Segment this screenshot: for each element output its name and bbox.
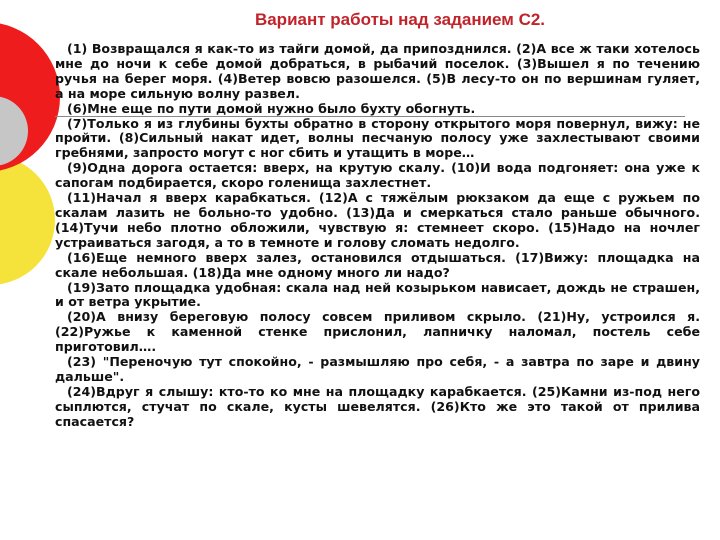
paragraph: (23) "Переночую тут спокойно, - размышляю про себя, - а завтра по заре и двину дальше". (55, 354, 700, 384)
paragraph: (6)Мне еще по пути домой нужно было бухту обогнуть. (67, 100, 476, 116)
paragraph: (1) Возвращался я как-то из тайги домой, да припозднился. (2)А все ж таки хотелось мне до ночи к себе домой добраться, в рыбачий поселок. (3)Вышел я по течению ручья на берег моря. (4)Ветер вовсю разошелся. (5)В лесу-то он по вершинам гуляет, а на море сильную волну развел. (55, 41, 700, 101)
paragraph: (20)А внизу береговую полосу совсем приливом скрыло. (21)Ну, устроился я. (22)Ружье к каменной стенке прислонил, лапничку наломал, постель себе приготовил…. (55, 309, 700, 355)
paragraph: (16)Еще немного вверх залез, остановился отдышаться. (17)Вижу: площадка на скале небольшая. (18)Да мне одному много ли надо? (55, 249, 700, 280)
paragraph: (19)Зато площадка удобная: скала над ней козырьком нависает, дождь не страшен, и от ветра укрытие. (55, 279, 700, 310)
yellow-circle (0, 155, 55, 285)
text-body (55, 42, 700, 430)
slide-title: Вариант работы над заданием С2. (254, 10, 546, 29)
paragraph: (9)Одна дорога остается: вверх, на крутую скалу. (10)И вода подгоняет: она уже к сапогам подбирается, скоро голенища захлестнет. (55, 160, 700, 191)
decorative-circles (0, 0, 60, 540)
paragraph: (7)Только я из глубины бухты обратно в сторону открытого моря повернул, вижу: не пройти. (8)Сильный накат идет, волны песчаную полосу уже захлестывают своими гребнями, запросто могут с ног сбить и утащить в море… (55, 115, 700, 161)
paragraph: (11)Начал я вверх карабкаться. (12)А с тяжёлым рюкзаком да еще с ружьем по скалам лазить не больно-то удобно. (13)Да и смеркаться стало раньше обычного. (14)Тучи небо плотно обложили, чувствую я: стемнеет скоро. (15)Надо на ночлег устраиваться загодя, а то в темноте и голову сломать недолго. (55, 190, 700, 250)
paragraph: (24)Вдруг я слышу: кто-то ко мне на площадку карабкается. (25)Камни из-под него сыплются, стучат по скале, кусты шевелятся. (26)Кто же это такой от прилива спасается? (55, 383, 700, 429)
